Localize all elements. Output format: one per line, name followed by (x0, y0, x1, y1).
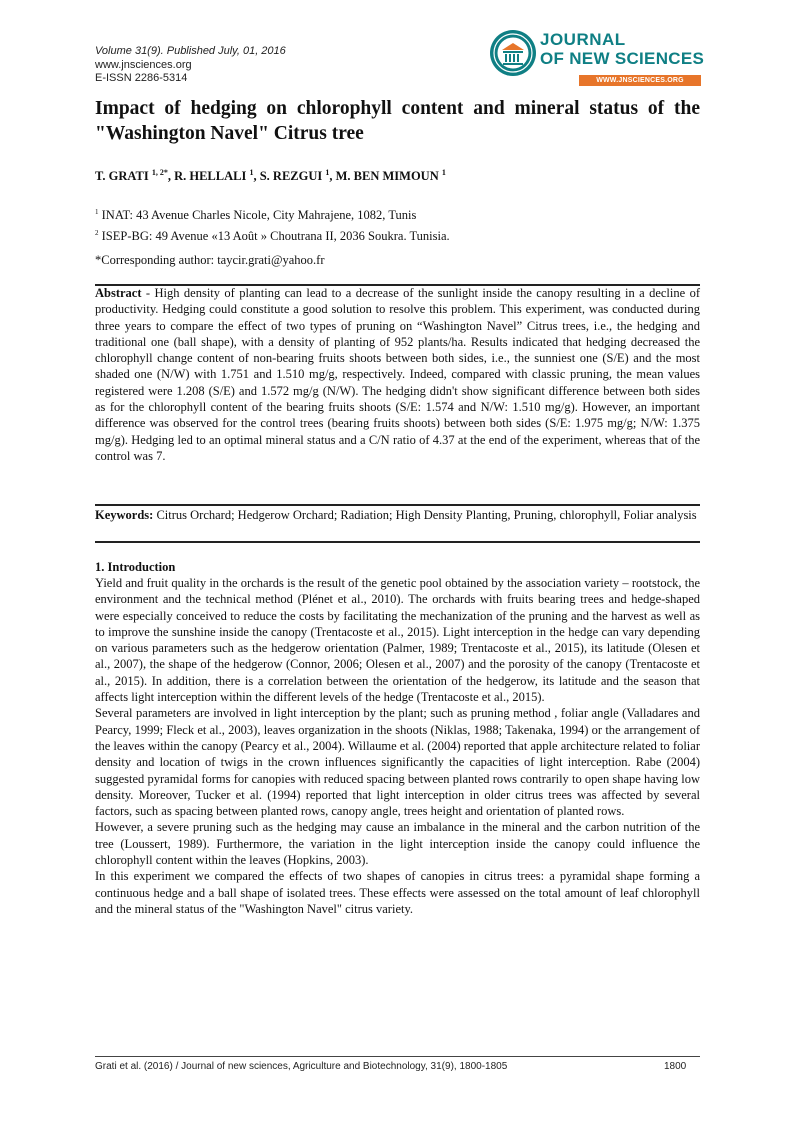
abstract (95, 285, 700, 464)
footer-citation: Grati et al. (2016) / Journal of new sciences, Agriculture and Biotechnology, 31(9), 1800-1805 (95, 1061, 508, 1072)
keywords-bottom-rule (95, 541, 700, 543)
author-list: T. GRATI $^{1, 2*}$, R. HELLALI $^1$, S. REZGUI $^1$, M. BEN MIMOUN $^1$ (95, 168, 446, 184)
keywords-top-rule (95, 504, 700, 506)
journal-header-meta (95, 45, 286, 86)
affiliation-text: ISEP-BG: 49 Avenue «13 Août » Choutrana II, 2036 Soukra. Tunisia. (101, 229, 450, 244)
author-name: R. HELLALI (174, 169, 247, 184)
affiliations (95, 203, 450, 245)
author-affil-marker: 1 (441, 168, 446, 177)
abstract-text: - High density of planting can lead to a decrease of the sunlight inside the canopy resulting in a decline of productivity. Hedging could constitute a good solution to resolve this problem. This experiment, was conducted during three years to compare the effect of two types of pruning on “Washington Navel” Citrus trees, i.e., the hedging and traditional one (ball shape), with a density of planting of 952 plants/ha. Results indicated that hedging decreased the chlorophyll change content of non-bearing fruits shoots between both sides, i.e., the sunniest one (S/E) and the most shaded one (N/W) with 1.751 and 1.510 mg/g, respectively. Indeed, compared with classic pruning, the mean values registered were 1.208 (S/E) and 1.572 mg/g (N/W). The hedging didn't show significant difference between both sides as for the chlorophyll content of the bearing fruits shoots (S/E: 1.574 and N/W: 1.510 mg/g). However, an important difference was observed for the control trees (bearing fruits shoots) between both sides (S/E: 1.975 mg/g; N/W: 1.375 mg/g). Hedging led to an optimal mineral status and a C/N ratio of 4.37 at the end of the experiment, whereas that of the control was 7. (95, 286, 700, 463)
affiliation-item (95, 224, 450, 245)
affiliation-item (95, 203, 450, 224)
logo-line-new-sciences: OF NEW SCIENCES (540, 49, 705, 68)
affiliation-text: INAT: 43 Avenue Charles Nicole, City Mahrajene, 1082, Tunis (101, 208, 417, 223)
paragraph: Yield and fruit quality in the orchards is the result of the genetic pool obtained by the association variety – rootstock, the environment and the technical method (Plénet et al., 2010). The orchards with fruits bearing trees and hedge-shaped were especially conceived to reduce the costs by facilitating the mechanization of the pruning and the harvest as well as to improve the sunshine inside the canopy (Trentacoste et al., 2015). Light interception in the hedge can vary depending on various parameters such as the hedgerow orientation (Palmer, 1989; Trentacoste et al., 2015), its latitude (Olesen et al., 2007), the shape of the hedgerow (Connor, 2006; Olesen et al., 2007) and the porosity of the canopy (Trentacoste et al., 2015). In addition, there is a correlation between the orientation of the hedgerow, its latitude and the season that affects light interception within the different levels of the hedge (Trentacoste et al., 2015). (95, 576, 700, 705)
introduction-body (95, 575, 700, 917)
author-affil-marker: 1 (249, 168, 254, 177)
author-name: S. REZGUI (259, 169, 323, 184)
section-heading-introduction: 1. Introduction (95, 560, 176, 574)
journal-website[interactable]: www.jnsciences.org (95, 58, 192, 71)
keywords-text: Citrus Orchard; Hedgerow Orchard; Radiation; High Density Planting, Pruning, chlorophyll, Foliar analysis (153, 508, 697, 522)
paragraph: In this experiment we compared the effects of two shapes of canopies in citrus trees: a pyramidal shape forming a continuous hedge and a ball shape of isolated trees. These effects were assessed on the total amount of leaf chlorophyll and the mineral status of the "Washington Navel" citrus variety. (95, 869, 700, 916)
keywords (95, 507, 700, 523)
footer-rule (95, 1056, 700, 1057)
journal-logo (488, 28, 713, 90)
journal-seal-icon (488, 28, 538, 78)
author-affil-marker: 1 (325, 168, 330, 177)
logo-url-banner: WWW.JNSCIENCES.ORG (579, 75, 701, 86)
journal-issn: E-ISSN 2286-5314 (95, 72, 188, 84)
corresponding-author: *Corresponding author: taycir.grati@yahoo.fr (95, 253, 325, 267)
keywords-label: Keywords: (95, 508, 154, 522)
affiliation-marker: 1 (95, 208, 99, 216)
logo-line-journal: JOURNAL (540, 30, 626, 49)
author-affil-marker: 1, 2* (151, 168, 168, 177)
affiliation-marker: 2 (95, 229, 99, 238)
paragraph: However, a severe pruning such as the hedging may cause an imbalance in the mineral and the carbon nutrition of the tree (Loussert, 1989). Furthermore, the variation in the light interception inside the canopy could influence the chlorophyll content within the leaves (Hopkins, 2003). (95, 820, 700, 868)
author-name: T. GRATI (95, 169, 149, 184)
author-name: M. BEN MIMOUN (335, 169, 439, 184)
paragraph: Several parameters are involved in light interception by the plant; such as pruning method , foliar angle (Valladares and Pearcy, 1999; Fleck et al., 2003), leaves organization in the shoots (Niklas, 1988; Takenaka, 1994) or the arrangement of the leaves within the canopy (Pearcy et al., 2004). Willaume et al. (2004) reported that apple architecture related to foliar density and location of twigs in the crown influences significantly the capacities of light interception. Rabe (2004) suggested pyramidal forms for canopies with reduced spacing between planted rows contrarily to open shape having low density. Moreover, Tucker et al. (1994) reported that light interception in older citrus trees was affected by several factors, such as spacing between planted rows, canopy angle, trees height and orientation of planted rows. (95, 706, 700, 819)
volume-info: Volume 31(9). Published July, 01, 2016 (95, 45, 286, 57)
abstract-label: Abstract (95, 286, 142, 300)
page-number: 1800 (664, 1061, 687, 1072)
paper-title: Impact of hedging on chlorophyll content and mineral status of the "Washington Navel" Citrus tree (95, 98, 700, 144)
